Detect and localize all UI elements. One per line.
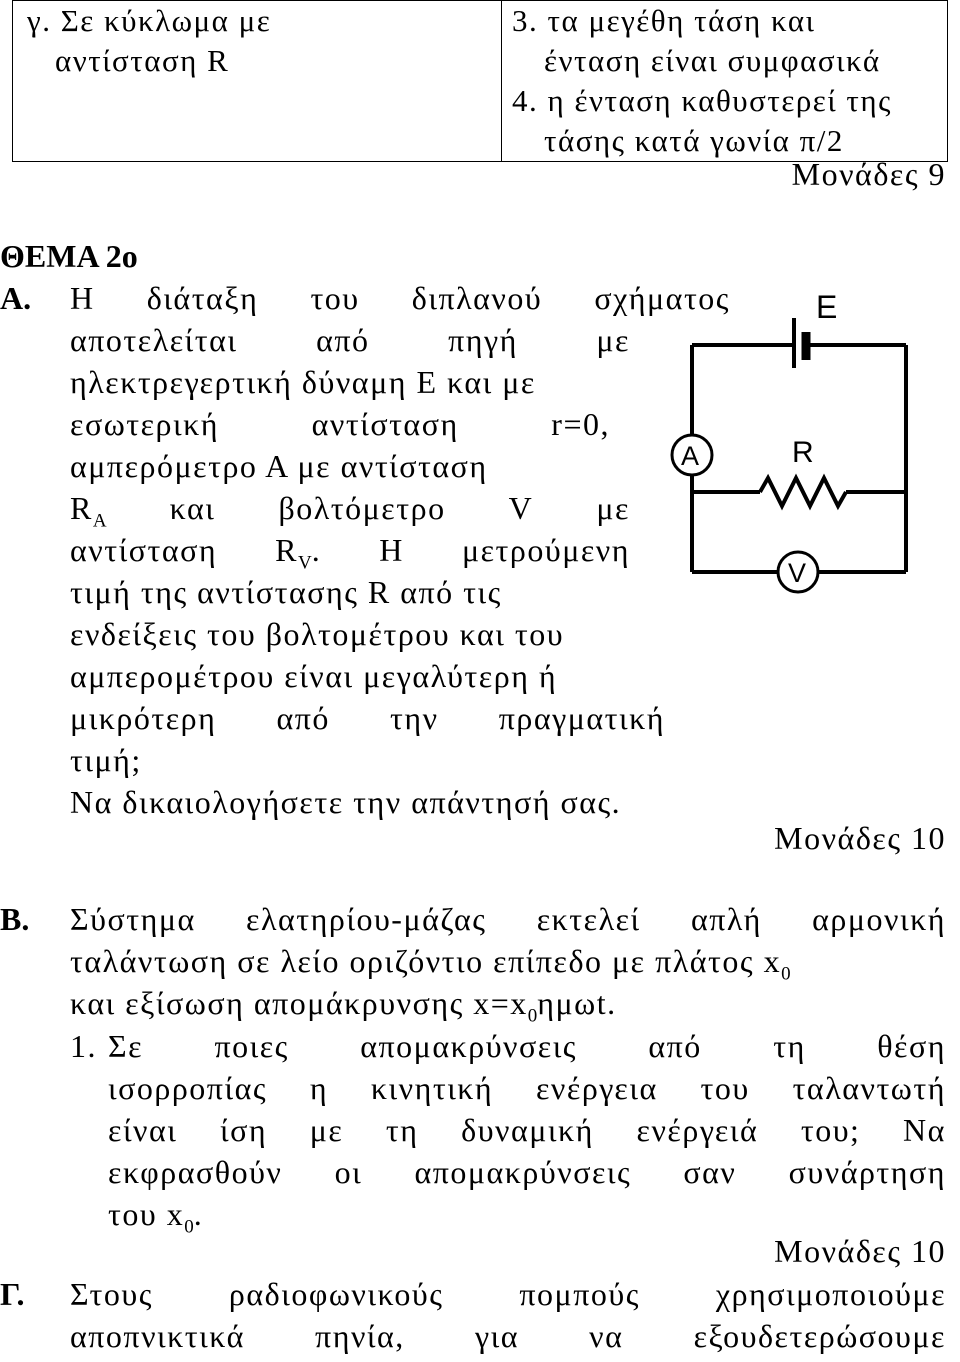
text-line: ταλάντωση σε λείο οριζόντιο επίπεδο με πλάτος $x_0$ — [70, 943, 791, 985]
label-r: R — [792, 436, 814, 469]
text-line — [70, 1320, 946, 1362]
word: μικρότερη — [70, 700, 217, 736]
word: εσωτερική — [70, 406, 219, 442]
word: δυναμική — [461, 1112, 594, 1148]
word: του; — [800, 1112, 861, 1148]
word: κινητική — [370, 1070, 494, 1106]
word: ραδιοφωνικούς — [228, 1276, 444, 1312]
table-right-line: τάσης κατά γωνία π/2 — [544, 123, 844, 158]
word: διάταξη — [146, 280, 259, 316]
table-right-cell — [502, 1, 948, 162]
word: r=0, — [551, 406, 610, 442]
word: αποπνικτικά — [70, 1318, 245, 1354]
text-line: αμπερόμετρο Α με αντίσταση — [70, 448, 488, 484]
table-left-line: γ. Σε κύκλωμα με — [27, 3, 272, 38]
word: αντίσταση — [70, 532, 218, 568]
text-line: Να δικαιολογήσετε την απάντησή σας. — [70, 784, 622, 820]
word: Να — [903, 1112, 946, 1148]
label-a: A — [681, 441, 700, 471]
word: πηνία, — [315, 1318, 405, 1354]
word: με — [596, 490, 630, 526]
text-line: αμπερομέτρου είναι μεγαλύτερη ή — [70, 658, 558, 694]
matching-table — [12, 0, 948, 162]
word: V — [508, 490, 534, 526]
table-right-line: 4. η ένταση καθυστερεί της — [512, 83, 892, 118]
text-line — [70, 534, 630, 576]
word: ισορροπίας — [108, 1070, 267, 1106]
word: ποιες — [214, 1028, 289, 1064]
word: την — [390, 700, 439, 736]
part-b-text — [70, 903, 946, 1029]
word: μετρούμενη — [461, 532, 630, 568]
text-line: τιμή; — [70, 742, 142, 778]
word: του — [310, 280, 360, 316]
word: εξουδετερώσουμε — [693, 1318, 946, 1354]
word: με — [596, 322, 630, 358]
word: ίση — [220, 1112, 268, 1148]
units-label: Μονάδες 10 — [774, 1233, 946, 1269]
word: σχήματος — [594, 280, 730, 316]
word: απομακρύνσεις — [414, 1154, 632, 1190]
word: ενέργεια — [535, 1070, 658, 1106]
part-c-text — [70, 1278, 946, 1362]
word: σαν — [683, 1154, 737, 1190]
word: πομπούς — [519, 1276, 640, 1312]
text-line — [70, 1278, 946, 1320]
text-line — [108, 1072, 946, 1114]
table-right-line: ένταση είναι συμφασικά — [544, 43, 881, 78]
word: οι — [334, 1154, 363, 1190]
word: εκτελεί — [536, 901, 641, 937]
word: τη — [773, 1028, 806, 1064]
circuit-diagram — [660, 280, 960, 620]
word: του — [700, 1070, 750, 1106]
text-line — [70, 282, 730, 324]
part-a-text — [70, 282, 730, 828]
word: από — [648, 1028, 702, 1064]
text-line — [70, 408, 610, 450]
label-v: V — [788, 558, 807, 588]
word: και — [169, 490, 216, 526]
word: απλή — [690, 901, 762, 937]
section-heading: ΘΕΜΑ 2ο — [0, 238, 138, 274]
word: είναι — [108, 1112, 178, 1148]
word: Σε — [108, 1028, 144, 1064]
text-line — [108, 1030, 946, 1072]
part-c-label: Γ. — [0, 1276, 25, 1312]
word: συνάρτηση — [788, 1154, 946, 1190]
text-line — [70, 324, 630, 366]
text-line — [70, 903, 946, 945]
word: αντίσταση — [311, 406, 459, 442]
part-a-label: Α. — [0, 280, 32, 316]
word: ελατηρίου-μάζας — [246, 901, 487, 937]
word: Στους — [70, 1276, 153, 1312]
word: χρησιμοποιούμε — [715, 1276, 946, 1312]
text-line — [70, 702, 665, 744]
question-number: 1. — [70, 1028, 97, 1064]
word: Η — [70, 280, 95, 316]
resistor-zigzag — [760, 478, 846, 506]
text-line: τιμή της αντίστασης R από τις — [70, 574, 502, 610]
word: αποτελείται — [70, 322, 238, 358]
text-line — [108, 1114, 946, 1156]
table-left-cell — [13, 1, 502, 162]
word: Σύστημα — [70, 901, 196, 937]
question-1-text — [108, 1030, 946, 1240]
word: διπλανού — [411, 280, 543, 316]
word: από — [316, 322, 370, 358]
word: εκφρασθούν — [108, 1154, 283, 1190]
text-line: ηλεκτρεγερτική δύναμη Ε και με — [70, 364, 536, 400]
word: Η — [379, 532, 404, 568]
word: από — [276, 700, 330, 736]
text-line — [70, 492, 630, 534]
word: θέση — [877, 1028, 946, 1064]
word: η — [309, 1070, 329, 1106]
word: αρμονική — [812, 901, 946, 937]
word: βολτόμετρο — [278, 490, 446, 526]
label-e: E — [816, 289, 838, 325]
word: πηγή — [448, 322, 518, 358]
units-label: Μονάδες 10 — [774, 820, 946, 856]
word: ταλαντωτή — [792, 1070, 946, 1106]
word: τη — [385, 1112, 419, 1148]
table-right-line: 3. τα μεγέθη τάση και — [512, 3, 816, 38]
text-line: του $x_0$. — [108, 1196, 204, 1238]
text-line — [108, 1156, 946, 1198]
text-line: και εξίσωση απομάκρυνσης $x=x_0\eta\mu\omega t$. — [70, 985, 617, 1027]
ra-symbol: $R_A$ — [70, 490, 107, 532]
word: ενέργειά — [636, 1112, 759, 1148]
part-b-label: Β. — [0, 901, 30, 937]
word: για — [474, 1318, 519, 1354]
word: πραγματική — [498, 700, 665, 736]
word: με — [309, 1112, 344, 1148]
table-left-line: αντίσταση R — [55, 43, 230, 78]
text-line: ενδείξεις του βολτομέτρου και του — [70, 616, 565, 652]
word: να — [589, 1318, 624, 1354]
units-label: Μονάδες 9 — [791, 156, 946, 192]
word: απομακρύνσεις — [360, 1028, 577, 1064]
rv-symbol: $R_V$. — [275, 532, 322, 574]
